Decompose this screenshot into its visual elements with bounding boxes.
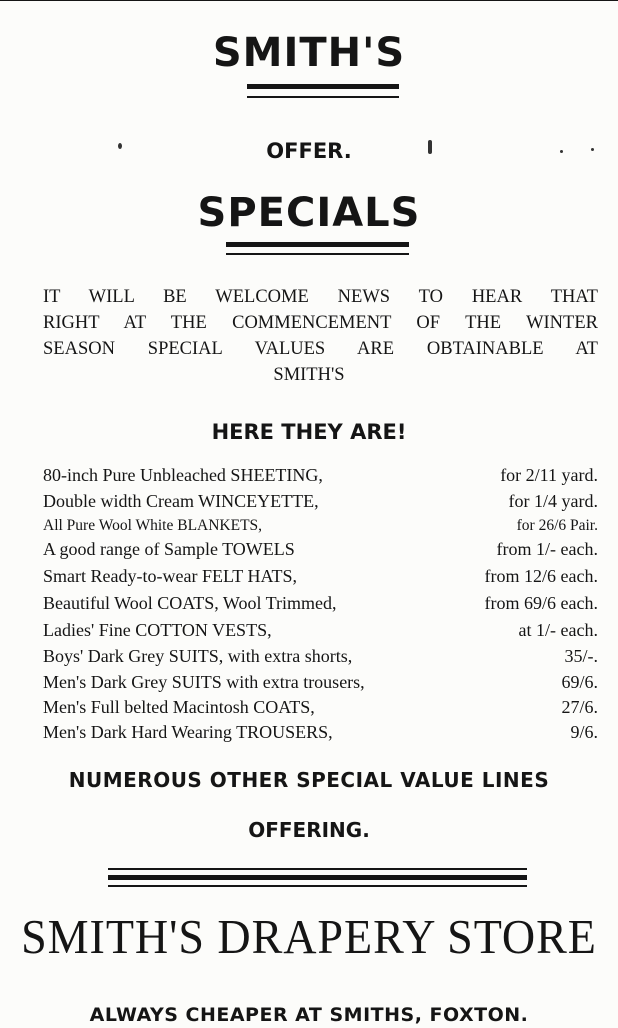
offer-label: OFFER. [266,139,352,163]
intro-line-1: IT WILL BE WELCOME NEWS TO HEAR THAT [43,287,598,307]
item-price: from 12/6 each. [484,566,598,586]
item-description: 80-inch Pure Unbleached SHEETING, [43,465,323,485]
item-description: Boys' Dark Grey SUITS, with extra shorts, [43,646,353,666]
item-price: for 26/6 Pair. [516,517,598,534]
list-item [43,566,598,592]
item-description: Smart Ready-to-wear FELT HATS, [43,566,297,586]
subheading: HERE THEY ARE! [211,420,407,444]
header-rule-thin [247,96,399,98]
specials-heading: SPECIALS [197,190,421,236]
list-item [43,722,598,748]
closing-line-2: OFFERING. [248,818,370,842]
footer-rule-thick [108,875,527,880]
item-price: 69/6. [561,672,598,692]
item-description: Men's Dark Grey SUITS with extra trousers, [43,672,365,692]
header-title: SMITH'S [212,30,406,76]
item-description: A good range of Sample TOWELS [43,539,295,559]
item-price: from 69/6 each. [484,593,598,613]
specials-rule-thin [226,253,409,255]
item-description: Beautiful Wool COATS, Wool Trimmed, [43,593,337,613]
intro-line-3: SEASON SPECIAL VALUES ARE OBTAINABLE AT [43,339,598,359]
item-price: for 2/11 yard. [500,465,598,485]
item-description: All Pure Wool White BLANKETS, [43,517,263,534]
item-price: from 1/- each. [496,539,598,559]
header-rule-thick [247,84,399,89]
list-item [43,539,598,565]
list-item [43,620,598,646]
intro-line-2: RIGHT AT THE COMMENCEMENT OF THE WINTER [43,313,598,333]
item-description: Men's Full belted Macintosh COATS, [43,697,315,717]
intro-line-4: SMITH'S [273,365,345,385]
item-price: for 1/4 yard. [508,491,598,511]
item-price: at 1/- each. [518,620,598,640]
item-price: 27/6. [561,697,598,717]
store-name: SMITH'S DRAPERY STORE [21,909,597,964]
specials-rule-thick [226,242,409,247]
list-item [43,593,598,619]
item-description: Men's Dark Hard Wearing TROUSERS, [43,722,333,742]
top-border [0,0,618,1]
item-description: Double width Cream WINCEYETTE, [43,491,319,511]
list-item [43,491,598,517]
footer-rule-thin [108,868,527,870]
list-item [43,697,598,723]
list-item [43,672,598,698]
list-item [43,646,598,672]
item-price: 35/-. [564,646,598,666]
closing-line-1: NUMEROUS OTHER SPECIAL VALUE LINES [68,768,550,792]
list-item [43,465,598,491]
item-price: 9/6. [570,722,598,742]
tagline: ALWAYS CHEAPER AT SMITHS, FOXTON. [89,1004,529,1026]
item-description: Ladies' Fine COTTON VESTS, [43,620,272,640]
footer-rule-thin-2 [108,885,527,887]
